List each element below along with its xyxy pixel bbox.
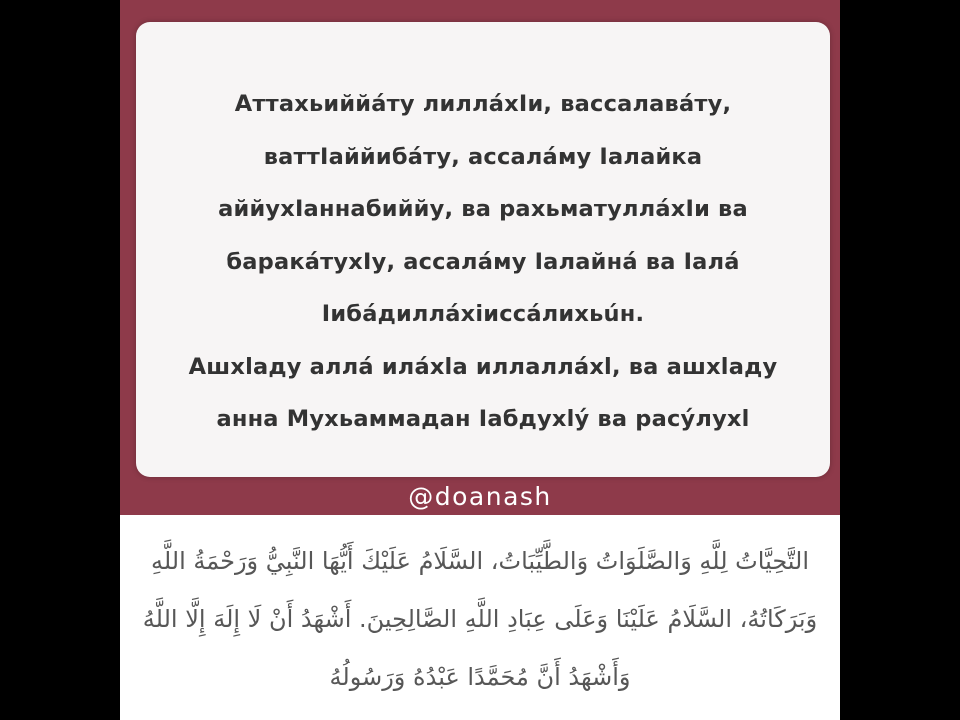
transliteration-line: аййухIаннабиййу, ва рахьматуллáхIи ва [218, 196, 748, 222]
transliteration-line: Ашхlаду аллá илáхlа иллаллáхl, ва ашхlаду [188, 353, 778, 380]
arabic-line: التَّحِيَّاتُ لِلَّهِ وَالصَّلَوَاتُ وَالطَّيِّبَاتُ، السَّلَامُ عَلَيْكَ أَيُّهَا النَّبِيُّ وَرَحْمَةُ اللَّهِ [150, 547, 810, 575]
arabic-line: وَأَشْهَدُ أَنَّ مُحَمَّدًا عَبْدُهُ وَرَسُولُهُ [329, 663, 631, 691]
transliteration-card [136, 22, 830, 477]
arabic-text [130, 532, 830, 706]
image-frame [120, 0, 840, 720]
transliteration-line: ваттIаййибáту, ассалáму Iалайка [263, 143, 703, 170]
transliteration-line: анна Мухьаммадан Iабдухlý ва расýлухl [216, 406, 750, 432]
transliteration-line: Аттахьиййáту лиллáхIи, вассалавáту, [234, 91, 732, 117]
transliteration-text [136, 78, 830, 446]
maroon-band [120, 0, 840, 515]
transliteration-line: Iибáдиллáхiиссáлихьúн. [321, 301, 645, 327]
arabic-line: وَبَرَكَاتُهُ، السَّلَامُ عَلَيْنَا وَعَلَى عِبَادِ اللَّهِ الصَّالِحِينَ. أَشْهَدُ أَنْ لَا إِلَهَ إِلَّا اللَّهُ [142, 605, 818, 633]
account-handle: @doanash [408, 482, 552, 511]
transliteration-line: баракáтухIу, ассалáму Iалайнá ва Iалá [226, 248, 740, 275]
